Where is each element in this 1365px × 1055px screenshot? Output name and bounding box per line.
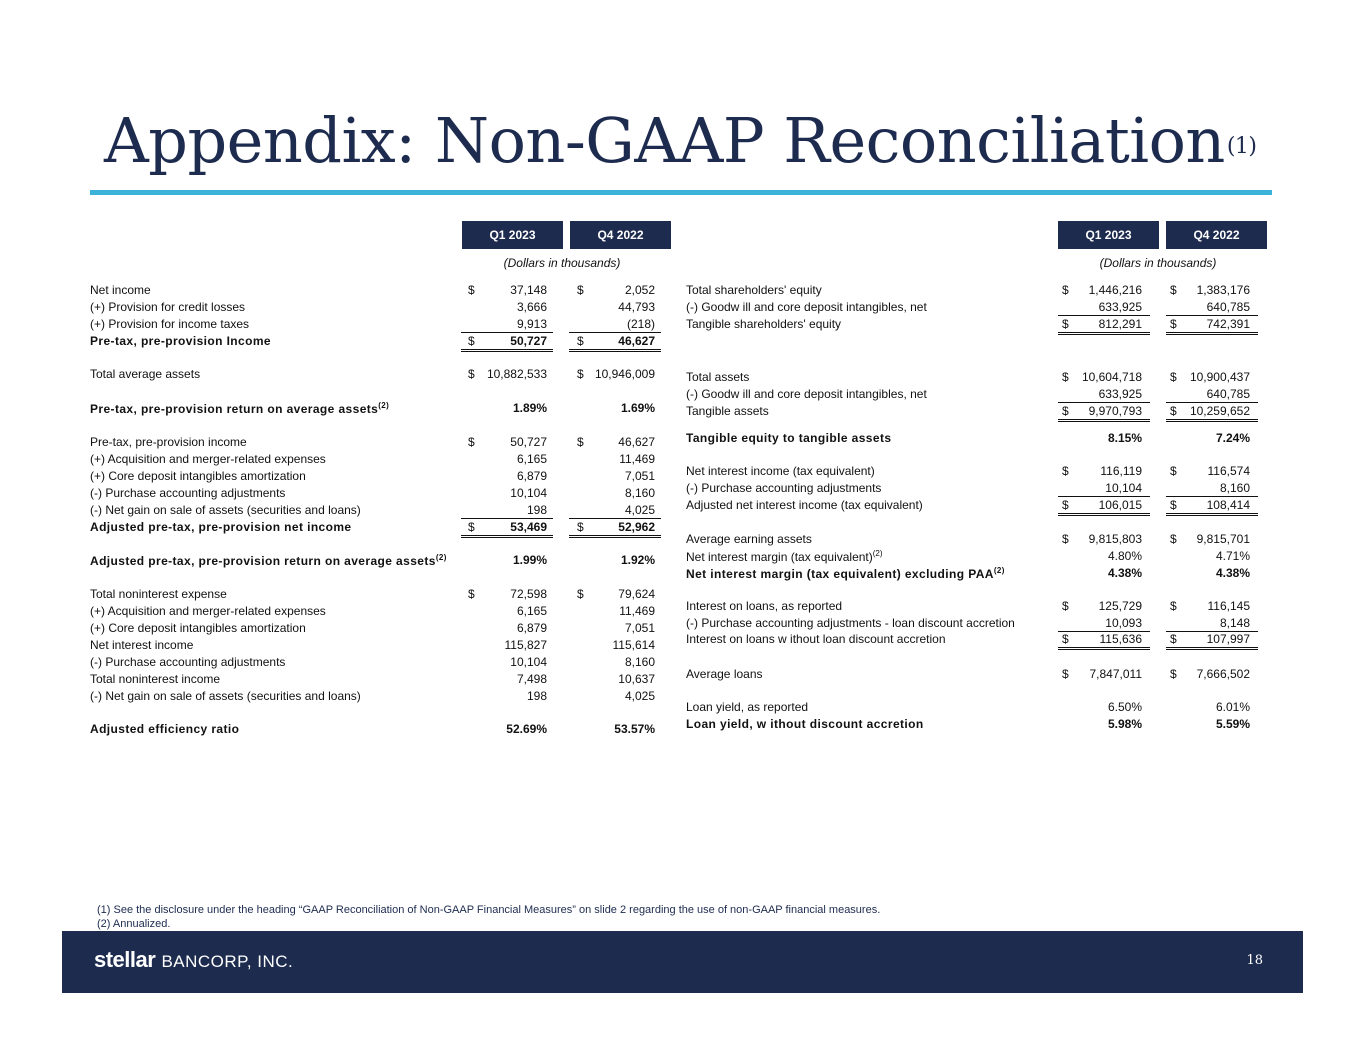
value-q1-2023: 633,925: [1098, 387, 1142, 401]
value-q4-2022: 11,469: [619, 604, 655, 618]
value-q1-2023: 10,093: [1105, 616, 1142, 630]
currency-symbol-q1: $: [1062, 599, 1069, 613]
row-label: Tangible shareholders' equity: [686, 317, 842, 331]
single-underline: [1058, 631, 1150, 632]
row-label: (-) Goodw ill and core deposit intangibles, net: [686, 300, 927, 314]
value-q1-2023: 53,469: [510, 520, 547, 534]
value-q1-2023: 633,925: [1098, 300, 1142, 314]
value-q4-2022: 9,815,701: [1196, 532, 1250, 546]
double-underline-second: [1058, 421, 1150, 422]
row-label: (+) Provision for income taxes: [90, 317, 250, 331]
currency-symbol-q4: $: [1170, 317, 1177, 331]
row-label: Total average assets: [90, 367, 201, 381]
value-q4-2022: 7.24%: [1215, 431, 1250, 445]
value-q1-2023: 10,104: [1105, 481, 1142, 495]
right-table-row: [686, 431, 1266, 446]
value-q4-2022: 10,900,437: [1189, 370, 1250, 384]
left-table-row: [90, 604, 670, 619]
double-underline-second: [1058, 334, 1150, 335]
value-q1-2023: 10,104: [510, 486, 547, 500]
value-q4-2022: 640,785: [1206, 387, 1250, 401]
double-underline: [1166, 419, 1258, 420]
row-label: Adjusted net interest income (tax equivalent): [686, 498, 923, 512]
left-table-row: [90, 553, 670, 568]
value-q4-2022: 742,391: [1206, 317, 1250, 331]
double-underline: [1058, 647, 1150, 648]
currency-symbol-q4: $: [577, 334, 584, 348]
right-header-q1-2023: Q1 2023: [1058, 221, 1159, 249]
value-q4-2022: 46,627: [618, 435, 655, 449]
row-label: Loan yield, as reported: [686, 700, 809, 714]
row-label: Interest on loans, as reported: [686, 599, 843, 613]
right-table-row: [686, 632, 1266, 647]
row-label: Net interest margin (tax equivalent) excluding PAA$^{(2)}$: [686, 566, 1005, 581]
left-table-row: [90, 283, 670, 298]
left-table-row: [90, 689, 670, 704]
currency-symbol-q1: $: [468, 435, 475, 449]
right-table-row: [686, 532, 1266, 547]
value-q4-2022: 4.38%: [1215, 566, 1250, 580]
currency-symbol-q1: $: [468, 367, 475, 381]
value-q1-2023: 4.80%: [1107, 549, 1142, 563]
value-q4-2022: 116,145: [1207, 599, 1250, 613]
value-q4-2022: 5.59%: [1215, 717, 1250, 731]
currency-symbol-q4: $: [577, 587, 584, 601]
left-table-row: [90, 722, 670, 737]
right-header-q4-2022: Q4 2022: [1166, 221, 1267, 249]
double-underline: [1058, 513, 1150, 514]
value-q4-2022: 6.01%: [1215, 700, 1250, 714]
value-q1-2023: 8.15%: [1107, 431, 1142, 445]
currency-symbol-q4: $: [1170, 283, 1177, 297]
row-label: Net income: [90, 283, 151, 297]
row-label: Total assets: [686, 370, 750, 384]
currency-symbol-q4: $: [1170, 370, 1177, 384]
row-label: (-) Purchase accounting adjustments - loan discount accretion: [686, 616, 1015, 630]
left-header-q4-2022: Q4 2022: [570, 221, 671, 249]
value-q1-2023: 1.89%: [512, 401, 547, 415]
single-underline: [1166, 631, 1258, 632]
value-q4-2022: 44,793: [618, 300, 655, 314]
currency-symbol-q4: $: [1170, 498, 1177, 512]
currency-symbol-q4: $: [1170, 599, 1177, 613]
row-label: Tangible assets: [686, 404, 769, 418]
title-divider: [90, 190, 1272, 195]
double-underline-second: [1166, 334, 1258, 335]
value-q4-2022: 7,051: [624, 469, 655, 483]
currency-symbol-q1: $: [1062, 283, 1069, 297]
value-q4-2022: 107,997: [1206, 632, 1250, 646]
row-label: Pre-tax, pre-provision return on average assets$^{(2)}$: [90, 401, 390, 416]
value-q4-2022: 640,785: [1206, 300, 1250, 314]
left-table-row: [90, 503, 670, 518]
currency-symbol-q4: $: [1170, 632, 1177, 646]
value-q4-2022: 7,051: [624, 621, 655, 635]
right-table-row: [686, 370, 1266, 385]
value-q1-2023: 52.69%: [506, 722, 547, 736]
right-table-row: [686, 566, 1266, 581]
value-q1-2023: 115,827: [504, 638, 547, 652]
left-table-row: [90, 367, 670, 382]
currency-symbol-q1: $: [468, 283, 475, 297]
row-label: (-) Purchase accounting adjustments: [90, 655, 286, 669]
row-label: Net interest income: [90, 638, 194, 652]
value-q1-2023: 37,148: [510, 283, 547, 297]
row-label: (-) Net gain on sale of assets (securities and loans): [90, 503, 361, 517]
right-table-row: [686, 317, 1266, 332]
double-underline-second: [461, 351, 553, 352]
left-table-row: [90, 587, 670, 602]
value-q4-2022: 46,627: [618, 334, 655, 348]
value-q4-2022: 115,614: [612, 638, 655, 652]
value-q4-2022: 10,637: [618, 672, 655, 686]
row-label: (+) Core deposit intangibles amortization: [90, 469, 306, 483]
company-logo: stellar BANCORP, INC.: [94, 947, 294, 972]
left-table-row: [90, 655, 670, 670]
title-footnote-marker: (1): [1226, 134, 1257, 159]
double-underline: [1058, 419, 1150, 420]
value-q4-2022: 4,025: [624, 689, 655, 703]
row-label: (+) Acquisition and merger-related expenses: [90, 452, 326, 466]
single-underline: [1166, 402, 1258, 403]
currency-symbol-q1: $: [468, 334, 475, 348]
currency-symbol-q1: $: [1062, 464, 1069, 478]
currency-symbol-q1: $: [468, 587, 475, 601]
right-table-row: [686, 549, 1266, 564]
double-underline: [461, 349, 553, 350]
left-header-q1-2023: Q1 2023: [462, 221, 563, 249]
double-underline-second: [1058, 515, 1150, 516]
right-table-row: [686, 700, 1266, 715]
right-table-row: [686, 498, 1266, 513]
value-q1-2023: 6,879: [516, 469, 547, 483]
currency-symbol-q4: $: [577, 283, 584, 297]
double-underline: [569, 535, 661, 536]
page-number: 18: [1246, 953, 1263, 968]
single-underline: [569, 332, 661, 333]
double-underline-second: [1166, 649, 1258, 650]
row-label: Adjusted pre-tax, pre-provision return on average assets$^{(2)}$: [90, 553, 447, 568]
right-table-row: [686, 616, 1266, 631]
footer-bar: [62, 931, 1303, 993]
value-q1-2023: 10,104: [510, 655, 547, 669]
double-underline-second: [1058, 649, 1150, 650]
right-table-row: [686, 717, 1266, 732]
value-q4-2022: 1,383,176: [1196, 283, 1250, 297]
currency-symbol-q1: $: [1062, 532, 1069, 546]
double-underline-second: [1166, 515, 1258, 516]
row-footnote-marker: (2): [435, 553, 447, 562]
value-q1-2023: 1,446,216: [1088, 283, 1142, 297]
value-q4-2022: 4.71%: [1215, 549, 1250, 563]
value-q4-2022: 4,025: [624, 503, 655, 517]
left-table-row: [90, 334, 670, 349]
row-label: (-) Goodw ill and core deposit intangibles, net: [686, 387, 927, 401]
value-q4-2022: 11,469: [619, 452, 655, 466]
single-underline: [569, 518, 661, 519]
value-q1-2023: 115,636: [1099, 632, 1142, 646]
value-q4-2022: 10,946,009: [594, 367, 655, 381]
row-label: Total noninterest expense: [90, 587, 227, 601]
row-label: (-) Purchase accounting adjustments: [90, 486, 286, 500]
row-label: (+) Acquisition and merger-related expenses: [90, 604, 326, 618]
value-q1-2023: 9,970,793: [1088, 404, 1142, 418]
value-q1-2023: 5.98%: [1107, 717, 1142, 731]
value-q1-2023: 4.38%: [1107, 566, 1142, 580]
value-q1-2023: 7,847,011: [1089, 667, 1142, 681]
value-q4-2022: 8,160: [624, 655, 655, 669]
currency-symbol-q4: $: [577, 435, 584, 449]
page-title: Appendix: Non-GAAP Reconciliation$^{(1)}$: [104, 104, 1257, 177]
row-label: Total noninterest income: [90, 672, 221, 686]
value-q1-2023: 125,729: [1098, 599, 1142, 613]
currency-symbol-q4: $: [1170, 667, 1177, 681]
footnotes: [97, 903, 880, 931]
row-label: Pre-tax, pre-provision income: [90, 435, 247, 449]
single-underline: [461, 332, 553, 333]
right-table-row: [686, 464, 1266, 479]
value-q1-2023: 10,882,533: [486, 367, 547, 381]
value-q4-2022: 53.57%: [614, 722, 655, 736]
value-q1-2023: 6,879: [516, 621, 547, 635]
single-underline: [1166, 496, 1258, 497]
currency-symbol-q1: $: [1062, 317, 1069, 331]
row-label: Adjusted pre-tax, pre-provision net income: [90, 520, 352, 534]
double-underline: [569, 349, 661, 350]
currency-symbol-q1: $: [1062, 370, 1069, 384]
double-underline-second: [1166, 421, 1258, 422]
currency-symbol-q1: $: [1062, 404, 1069, 418]
value-q4-2022: (218): [626, 317, 655, 331]
right-table-row: [686, 300, 1266, 315]
value-q4-2022: 79,624: [618, 587, 655, 601]
single-underline: [1058, 315, 1150, 316]
right-units-note: (Dollars in thousands): [1099, 256, 1217, 270]
currency-symbol-q1: $: [1062, 632, 1069, 646]
left-table-row: [90, 452, 670, 467]
left-table-row: [90, 486, 670, 501]
footnote-2: (2) Annualized.: [97, 918, 171, 930]
row-label: (-) Net gain on sale of assets (securities and loans): [90, 689, 361, 703]
value-q1-2023: 6,165: [516, 452, 547, 466]
value-q4-2022: 1.69%: [620, 401, 655, 415]
currency-symbol-q4: $: [577, 367, 584, 381]
value-q4-2022: 52,962: [618, 520, 655, 534]
row-footnote-marker: (2): [872, 549, 883, 558]
row-label: (-) Purchase accounting adjustments: [686, 481, 882, 495]
left-table-row: [90, 621, 670, 636]
value-q1-2023: 198: [526, 503, 547, 517]
row-label: Average earning assets: [686, 532, 812, 546]
currency-symbol-q4: $: [577, 520, 584, 534]
right-table-row: [686, 404, 1266, 419]
value-q1-2023: 3,666: [516, 300, 547, 314]
row-label: Loan yield, w ithout discount accretion: [686, 717, 924, 731]
currency-symbol-q1: $: [1062, 667, 1069, 681]
right-table-row: [686, 481, 1266, 496]
value-q1-2023: 9,815,803: [1088, 532, 1142, 546]
value-q4-2022: 7,666,502: [1196, 667, 1250, 681]
row-label: Adjusted efficiency ratio: [90, 722, 240, 736]
double-underline-second: [461, 537, 553, 538]
value-q1-2023: 72,598: [510, 587, 547, 601]
single-underline: [1166, 315, 1258, 316]
double-underline: [461, 535, 553, 536]
row-label: (+) Provision for credit losses: [90, 300, 246, 314]
left-table-row: [90, 672, 670, 687]
right-table-row: [686, 667, 1266, 682]
value-q4-2022: 8,148: [1219, 616, 1250, 630]
currency-symbol-q4: $: [1170, 464, 1177, 478]
left-table-row: [90, 469, 670, 484]
value-q1-2023: 6.50%: [1107, 700, 1142, 714]
double-underline: [1166, 647, 1258, 648]
single-underline: [461, 518, 553, 519]
value-q1-2023: 106,015: [1098, 498, 1142, 512]
value-q1-2023: 1.99%: [512, 553, 547, 567]
value-q1-2023: 50,727: [510, 435, 547, 449]
double-underline-second: [569, 537, 661, 538]
right-table-row: [686, 283, 1266, 298]
row-footnote-marker: (2): [993, 566, 1005, 575]
value-q1-2023: 9,913: [516, 317, 547, 331]
value-q4-2022: 2,052: [624, 283, 655, 297]
left-table-row: [90, 435, 670, 450]
footnote-1: (1) See the disclosure under the heading “GAAP Reconciliation of Non-GAAP Financial Measures” on slide 2 regarding the use of non-GAAP financial measures.: [97, 904, 881, 916]
row-label: Tangible equity to tangible assets: [686, 431, 892, 445]
left-table-row: [90, 300, 670, 315]
row-label: Net interest income (tax equivalent): [686, 464, 875, 478]
right-table-row: [686, 599, 1266, 614]
double-underline: [1058, 332, 1150, 333]
row-label: Net interest margin (tax equivalent)$^{(2)}$: [686, 549, 883, 564]
row-label: Pre-tax, pre-provision Income: [90, 334, 271, 348]
value-q1-2023: 50,727: [510, 334, 547, 348]
row-label: Total shareholders' equity: [686, 283, 822, 297]
currency-symbol-q4: $: [1170, 532, 1177, 546]
row-label: Interest on loans w ithout loan discount accretion: [686, 632, 946, 646]
value-q1-2023: 7,498: [516, 672, 547, 686]
row-label: Average loans: [686, 667, 763, 681]
value-q1-2023: 6,165: [516, 604, 547, 618]
currency-symbol-q1: $: [468, 520, 475, 534]
double-underline: [1166, 332, 1258, 333]
left-table-row: [90, 638, 670, 653]
left-table-row: [90, 317, 670, 332]
value-q4-2022: 8,160: [1219, 481, 1250, 495]
currency-symbol-q1: $: [1062, 498, 1069, 512]
value-q1-2023: 198: [526, 689, 547, 703]
row-label: (+) Core deposit intangibles amortization: [90, 621, 306, 635]
left-units-note: (Dollars in thousands): [503, 256, 621, 270]
value-q1-2023: 812,291: [1098, 317, 1142, 331]
value-q4-2022: 108,414: [1206, 498, 1250, 512]
value-q4-2022: 116,574: [1207, 464, 1250, 478]
left-table-row: [90, 401, 670, 416]
left-table-row: [90, 520, 670, 535]
value-q1-2023: 116,119: [1100, 464, 1142, 478]
value-q4-2022: 1.92%: [620, 553, 655, 567]
double-underline-second: [569, 351, 661, 352]
single-underline: [1058, 496, 1150, 497]
right-table-row: [686, 387, 1266, 402]
value-q4-2022: 10,259,652: [1189, 404, 1250, 418]
row-footnote-marker: (2): [378, 401, 390, 410]
double-underline: [1166, 513, 1258, 514]
value-q4-2022: 8,160: [624, 486, 655, 500]
currency-symbol-q4: $: [1170, 404, 1177, 418]
single-underline: [1058, 402, 1150, 403]
value-q1-2023: 10,604,718: [1081, 370, 1142, 384]
